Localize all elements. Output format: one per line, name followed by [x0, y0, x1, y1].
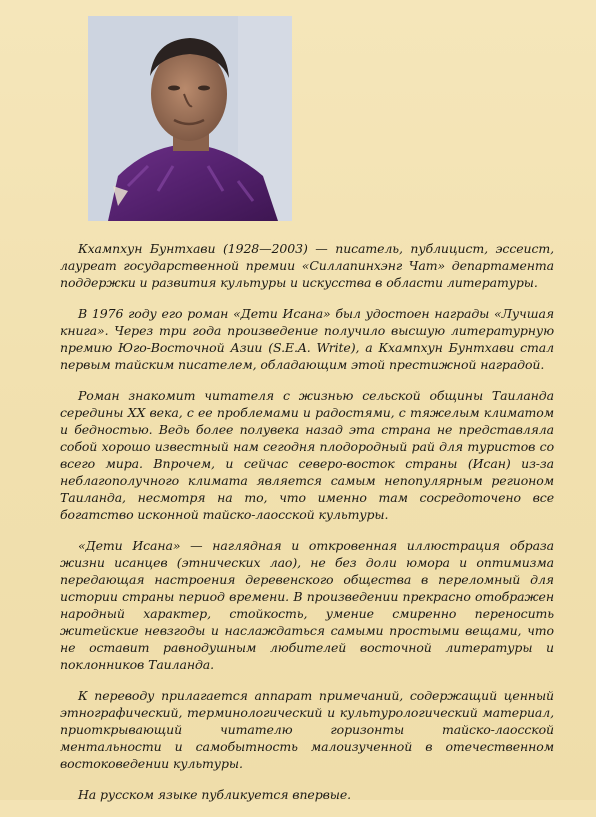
paragraph-award: В 1976 году его роман «Дети Исана» был удостоен награды «Лучшая книга». Через три года произведение получило высшую литературную премию Юго-Восточной Азии (S.E.A. Write), а Кхампхун Бунтхави стал первым тайским писателем, обладающим этой престижной наградой. [60, 306, 554, 372]
portrait-image [88, 16, 292, 221]
author-photo [88, 16, 292, 221]
paragraph-translation-notes: К переводу прилагается аппарат примечаний, содержащий ценный этнографический, терминологический и культурологический материал, приоткрывающий читателю горизонты тайско-лаосской ментальности и самобытность малоизученной в отечественном востоковедении культуры. [60, 688, 554, 771]
paragraph-novel-summary: Роман знакомит читателя с жизнью сельской общины Таиланда середины XX века, с ее проблемами и радостями, с тяжелым климатом и бедностью. Ведь более полувека назад эта страна не представляла собой хорошо известный нам сегодня плодородный рай для туристов со всего мира. Впрочем, и сейчас северо-восток страны (Исан) из-за неблагополучного климата является самым непопулярным регионом Таиланда, несмотря на то, что именно там сосредоточено все богатство исконной тайско-лаосской культуры. [60, 388, 554, 522]
annotation-text [60, 240, 554, 817]
paragraph-author-bio: Кхампхун Бунтхави (1928—2003) — писатель, публицист, эссеист, лауреат государственной премии «Силлапинхэнг Чат» департамента поддержки и развития культуры и искусства в области литературы. [60, 241, 554, 290]
paragraph-novel-description: «Дети Исана» — наглядная и откровенная иллюстрация образа жизни исанцев (этнических лао), не без доли юмора и оптимизма передающая настроения деревенского общества в переломный для истории страны период времени. В произведении прекрасно отображен народный характер, стойкость, умение смиренно переносить житейские невзгоды и наслаждаться самыми простыми вещами, что не оставит равнодушным любителей восточной литературы и поклонников Таиланда. [60, 538, 554, 672]
paragraph-first-publication: На русском языке публикуется впервые. [78, 787, 352, 802]
